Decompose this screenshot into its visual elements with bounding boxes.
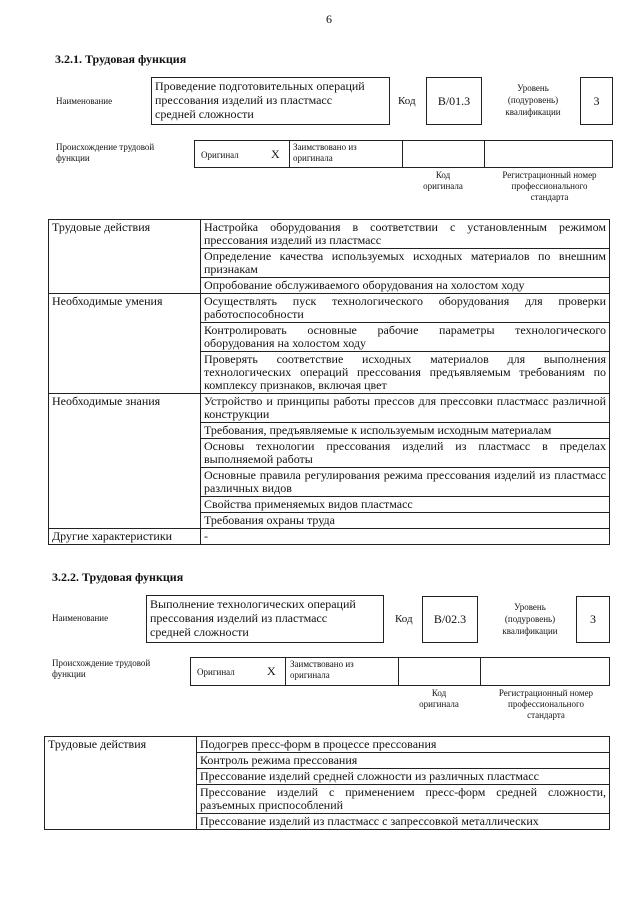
caption-line: Регистрационный номер xyxy=(498,688,594,698)
borrowed-label xyxy=(290,659,354,681)
original-label: Оригинал xyxy=(201,150,239,160)
caption-line: оригинала xyxy=(419,699,459,709)
category-cell: Трудовые действия xyxy=(49,220,201,294)
function-name-line: прессования изделий из пластмасс xyxy=(150,611,328,625)
original-mark: X xyxy=(271,147,280,161)
level-label-line: Уровень xyxy=(514,602,546,612)
item-cell: Прессование изделий из пластмасс с запрессовкой металлических xyxy=(197,814,610,830)
origin-label xyxy=(52,658,150,680)
caption-line: профессионального xyxy=(508,699,584,709)
level-label-line: квалификации xyxy=(502,626,558,636)
function-name-line: средней сложности xyxy=(150,625,249,639)
origin-table xyxy=(190,657,610,686)
origin-label-line: функции xyxy=(52,669,86,679)
code-label: Код xyxy=(398,95,416,107)
item-cell: Требования охраны труда xyxy=(201,513,610,529)
function-name-line: прессования изделий из пластмасс xyxy=(155,93,333,107)
origin-label-line: функции xyxy=(56,153,90,163)
section-title: 3.2.2. Трудовая функция xyxy=(52,570,184,584)
table-row xyxy=(49,394,610,423)
item-cell: Контролировать основные рабочие параметры технологического оборудования на холостом ходу xyxy=(201,323,610,352)
table-row xyxy=(49,529,610,545)
original-label: Оригинал xyxy=(197,667,235,677)
code-value: B/02.3 xyxy=(422,596,478,643)
item-cell: Основы технологии прессования изделий из пластмасс в пределах выполняемой работы xyxy=(201,439,610,468)
function-table-1 xyxy=(48,219,610,545)
origin-table xyxy=(194,140,613,168)
item-cell: Осуществлять пуск технологического оборудования для проверки работоспособности xyxy=(201,294,610,323)
function-name-box xyxy=(151,77,390,125)
qualification-level-label xyxy=(490,601,570,637)
caption-line: оригинала xyxy=(423,181,463,191)
item-cell: Устройство и принципы работы прессов для прессовки пластмасс различной конструкции xyxy=(201,394,610,423)
item-cell: Подогрев пресс-форм в процессе прессования xyxy=(197,737,610,753)
caption-line: Регистрационный номер xyxy=(502,170,597,180)
level-label-line: (подуровень) xyxy=(507,95,559,105)
section-title: 3.2.1. Трудовая функция xyxy=(55,52,187,66)
item-cell: Прессование изделий с применением пресс-форм средней сложности, разъемных приспособлений xyxy=(197,785,610,814)
item-cell: Требования, предъявляемые к используемым исходным материалам xyxy=(201,423,610,439)
item-cell: Опробование обслуживаемого оборудования на холостом ходу xyxy=(201,278,610,294)
level-label-line: квалификации xyxy=(505,107,561,117)
function-name-line: средней сложности xyxy=(155,107,254,121)
category-cell: Другие характеристики xyxy=(49,529,201,545)
origin-label xyxy=(56,142,154,164)
borrowed-label-line: Заимствовано из xyxy=(293,142,357,152)
category-cell: Необходимые знания xyxy=(49,394,201,529)
function-name-line: Проведение подготовительных операций xyxy=(155,79,365,93)
category-cell: Необходимые умения xyxy=(49,294,201,394)
category-cell: Трудовые действия xyxy=(45,737,197,830)
origin-label-line: Происхождение трудовой xyxy=(56,142,155,152)
item-cell: Проверять соответствие исходных материалов для выполнения технологических операций прессования предъявляемым требованиям по комплексу признаков, включая цвет xyxy=(201,352,610,394)
caption-line: Код xyxy=(435,170,451,180)
item-cell: Контроль режима прессования xyxy=(197,753,610,769)
item-cell: Определение качества используемых исходных материалов по внешним признакам xyxy=(201,249,610,278)
item-cell: Основные правила регулирования режима прессования изделий из пластмасс различных видов xyxy=(201,468,610,497)
function-table-2 xyxy=(44,736,610,830)
code-value: B/01.3 xyxy=(426,77,482,125)
name-label: Наименование xyxy=(56,96,113,106)
function-table-2-clip xyxy=(44,736,612,833)
item-cell: - xyxy=(201,529,610,545)
code-label: Код xyxy=(395,613,413,625)
function-name-line: Выполнение технологических операций xyxy=(150,597,356,611)
item-cell: Настройка оборудования в соответствии с установленным режимом прессования изделий из пластмасс xyxy=(201,220,610,249)
caption-line: Код xyxy=(431,688,447,698)
qualification-level-value: 3 xyxy=(576,596,610,643)
level-label-line: Уровень xyxy=(517,83,549,93)
table-row xyxy=(49,220,610,249)
qualification-level-label xyxy=(494,82,572,118)
reg-number-caption xyxy=(486,170,613,203)
table-row xyxy=(49,294,610,323)
borrowed-label xyxy=(293,142,357,164)
code-original-caption xyxy=(400,688,478,710)
origin-label-line: Происхождение трудовой xyxy=(52,658,151,668)
original-mark: X xyxy=(267,664,276,678)
caption-line: стандарта xyxy=(530,192,569,202)
caption-line: профессионального xyxy=(511,181,588,191)
function-name-box xyxy=(146,595,384,643)
code-original-caption xyxy=(404,170,482,192)
item-cell: Прессование изделий средней сложности из различных пластмасс xyxy=(197,769,610,785)
page-number: 6 xyxy=(326,12,332,26)
level-label-line: (подуровень) xyxy=(504,614,556,624)
table-row xyxy=(45,737,610,753)
item-cell: Свойства применяемых видов пластмасс xyxy=(201,497,610,513)
borrowed-label-line: Заимствовано из xyxy=(290,659,354,669)
reg-number-caption xyxy=(482,688,610,721)
qualification-level-value: 3 xyxy=(580,77,613,125)
caption-line: стандарта xyxy=(527,710,565,720)
name-label: Наименование xyxy=(52,613,109,623)
borrowed-label-line: оригинала xyxy=(290,670,330,680)
borrowed-label-line: оригинала xyxy=(293,153,333,163)
